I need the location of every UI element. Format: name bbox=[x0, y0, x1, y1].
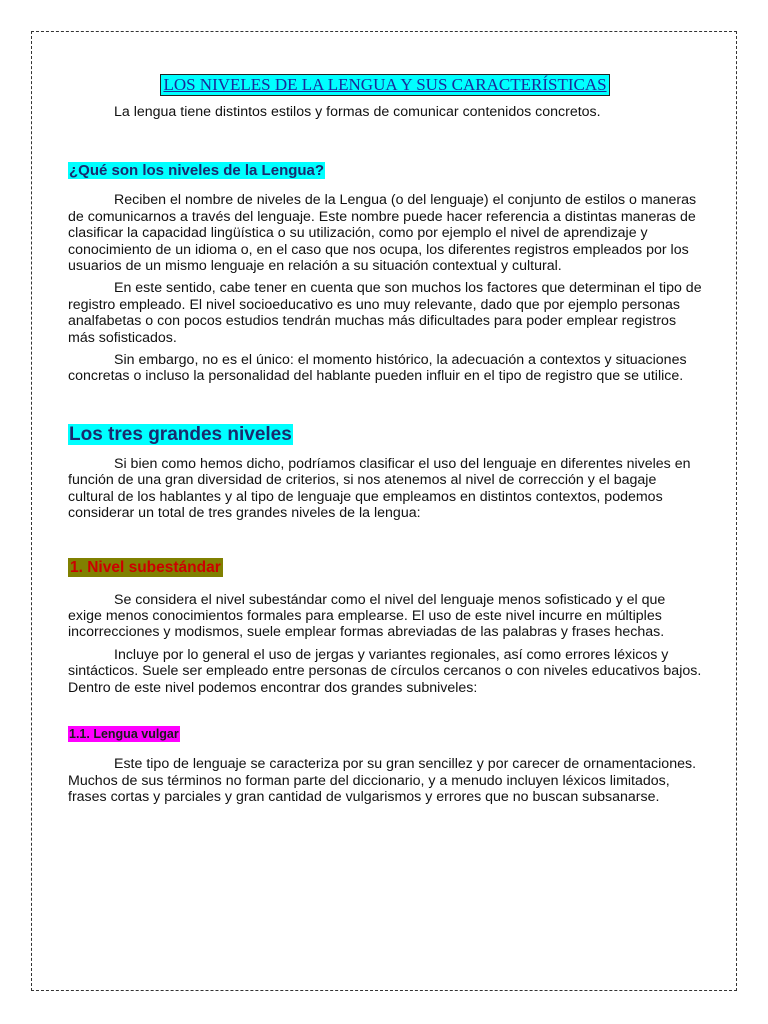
heading-what-are bbox=[68, 162, 702, 180]
paragraph: Reciben el nombre de niveles de la Lengua (o del lenguaje) el conjunto de estilos o maneras de comunicarnos a través del lenguaje. Este nombre puede hacer referencia a distintas maneras de clasificar la capacidad lingüística o su utilización, como por ejemplo el nivel de aprendizaje y conocimiento de un idioma o, en el caso que nos ocupa, los diferentes registros empleados por los usuarios de un mismo lenguaje en relación a su situación contextual y cultural. bbox=[68, 192, 697, 275]
paragraph: En este sentido, cabe tener en cuenta que son muchos los factores que determinan el tipo de registro empleado. El nivel socioeducativo es uno muy relevante, dado que por ejemplo personas analfabetas o con pocos estudios tendrán muchas más dificultades para poder emplear registros más sofisticados. bbox=[68, 280, 702, 346]
heading-three-levels bbox=[68, 423, 702, 446]
document-page bbox=[31, 31, 737, 991]
heading-substandard bbox=[68, 558, 702, 578]
heading-three-levels-text: Los tres grandes niveles bbox=[69, 423, 292, 445]
paragraph: Sin embargo, no es el único: el momento histórico, la adecuación a contextos y situaciones concretas o incluso la personalidad del hablante pueden influir en el tipo de registro que se utilice. bbox=[68, 352, 687, 385]
heading-substandard-text: 1. Nivel subestándar bbox=[70, 558, 221, 576]
heading-vulgar-text: 1.1. Lengua vulgar bbox=[69, 726, 179, 741]
paragraph: Si bien como hemos dicho, podríamos clasificar el uso del lenguaje en diferentes niveles en función de una gran diversidad de criterios, si nos atenemos al nivel de corrección y el bagaje cultural de los hablantes y al tipo de lenguaje que empleamos en distintos contextos, podemos considerar un total de tres grandes niveles de la lengua: bbox=[68, 455, 691, 522]
document-body bbox=[68, 74, 702, 806]
title-block bbox=[68, 74, 702, 96]
paragraph: Incluye por lo general el uso de jergas y variantes regionales, así como errores léxicos y sintácticos. Suele ser empleado entre personas de círculos cercanos o con niveles educativos bajos. Dentro de este nivel podemos encontrar dos grandes subniveles: bbox=[68, 646, 702, 696]
intro-text: La lengua tiene distintos estilos y formas de comunicar contenidos concretos. bbox=[114, 104, 601, 120]
heading-what-are-text: ¿Qué son los niveles de la Lengua? bbox=[69, 162, 325, 180]
document-title: LOS NIVELES DE LA LENGUA Y SUS CARACTERÍSTICAS bbox=[160, 74, 609, 96]
heading-vulgar bbox=[68, 726, 702, 742]
paragraph: Este tipo de lenguaje se caracteriza por su gran sencillez y por carecer de ornamentaciones. Muchos de sus términos no forman parte del diccionario, y a menudo incluyen léxicos limitados, frases cortas y parciales y gran cantidad de vulgarismos y errores que no buscan subsanarse. bbox=[68, 756, 697, 806]
paragraph: Se considera el nivel subestándar como el nivel del lenguaje menos sofisticado y el que exige menos conocimientos formales para emplearse. El uso de este nivel incurre en múltiples incorrecciones y modismos, suele emplear formas abreviadas de las palabras y frases hechas. bbox=[68, 591, 666, 641]
